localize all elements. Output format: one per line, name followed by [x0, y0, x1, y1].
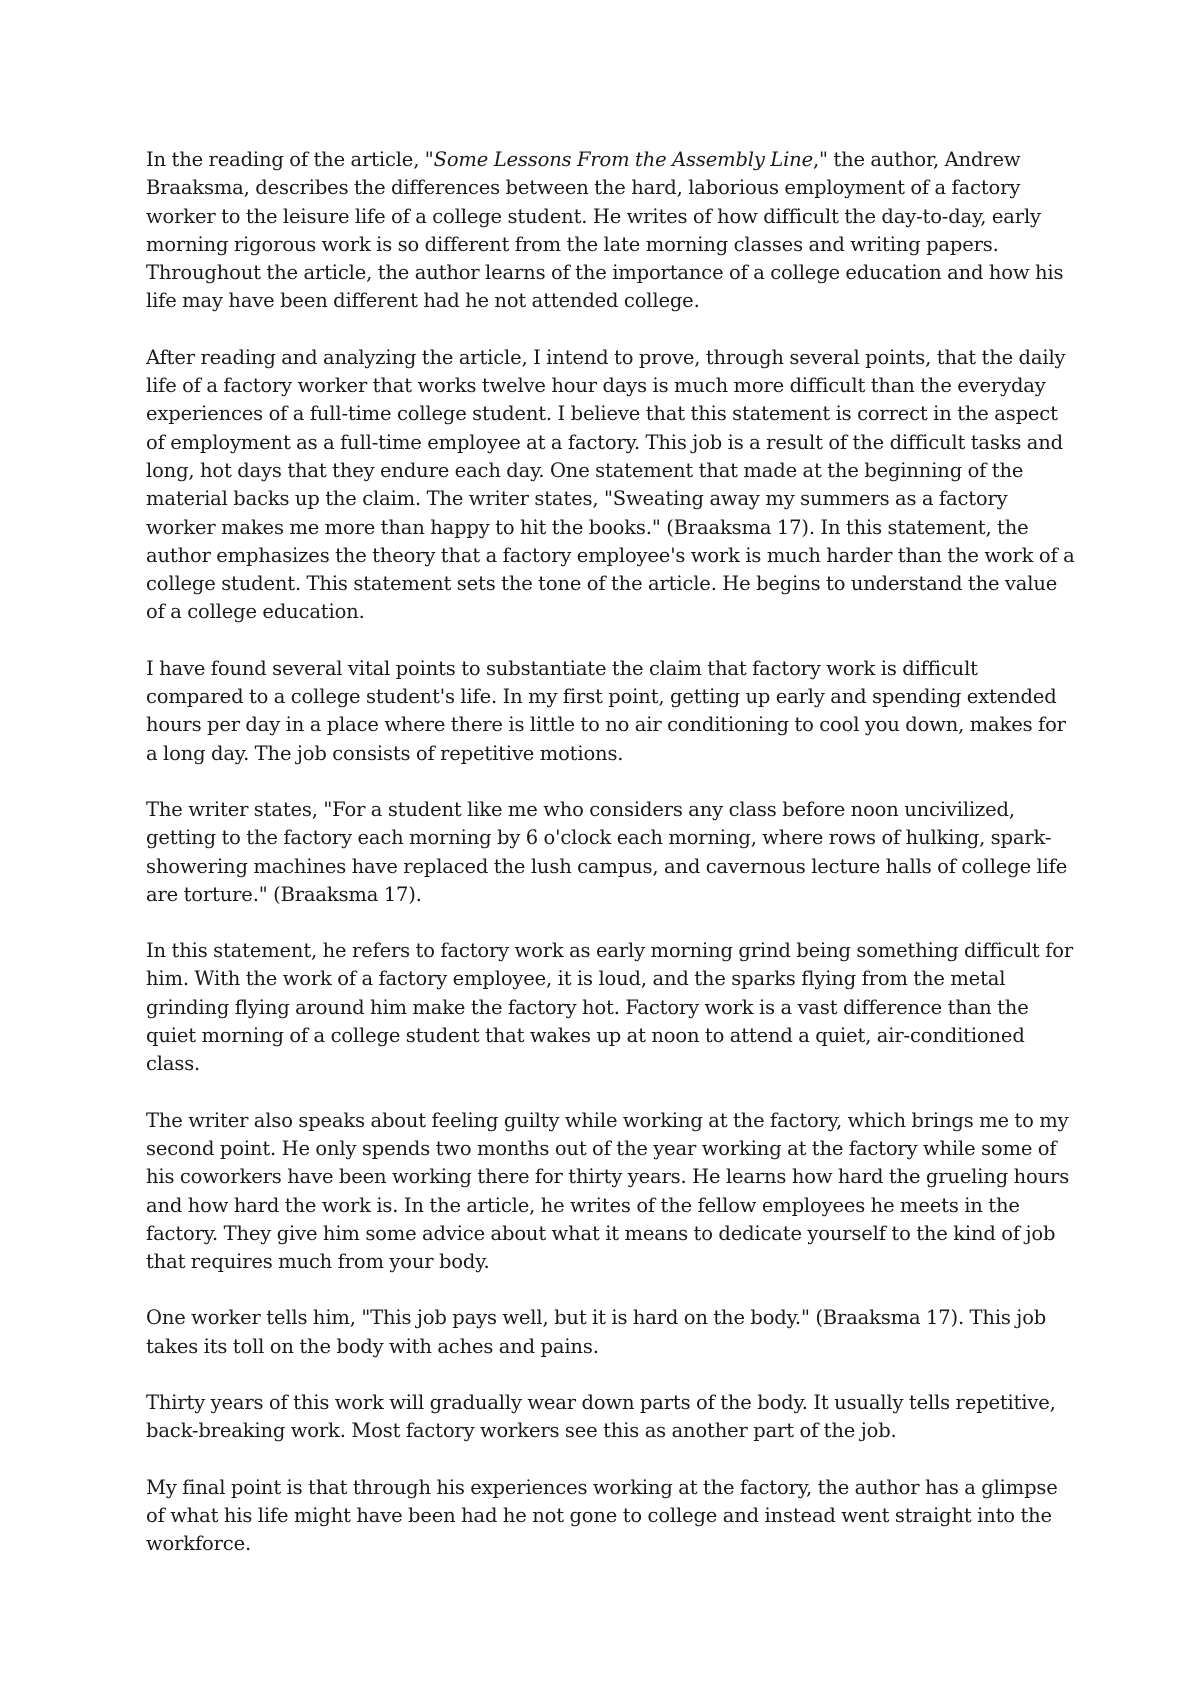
paragraph-5: In this statement, he refers to factory work as early morning grind being something difficult for him. With the work of a factory employee, it is loud, and the sparks flying from the metal grinding flying around him make the factory hot. Factory work is a vast difference than the quiet morning of a college student that wakes up at noon to attend a quiet, air-conditioned class.	[146, 939, 1073, 1076]
paragraph-9: My final point is that through his experiences working at the factory, the author has a glimpse of what his life might have been had he not gone to college and instead went straight into the workforce.	[146, 1475, 1058, 1556]
document-page	[146, 146, 1076, 1586]
paragraph-7: One worker tells him, "This job pays well, but it is hard on the body." (Braaksma 17). This job takes its toll on the body with aches and pains.	[146, 1306, 1047, 1358]
paragraph-4: The writer states, "For a student like me who considers any class before noon uncivilized, getting to the factory each morning by 6 o'clock each morning, where rows of hulking, spark-showering machines have replaced the lush campus, and cavernous lecture halls of college life are torture." (Braaksma 17).	[146, 797, 1068, 906]
paragraph-3: I have found several vital points to substantiate the claim that factory work is difficult compared to a college student's life. In my first point, getting up early and spending extended hours per day in a place where there is little to no air conditioning to cool you down, makes for a long day. The job consists of repetitive motions.	[146, 656, 1066, 765]
paragraph-2: After reading and analyzing the article, I intend to prove, through several points, that the daily life of a factory worker that works twelve hour days is much more difficult than the everyday experiences of a full-time college student. I believe that this statement is correct in the aspect of employment as a full-time employee at a factory. This job is a result of the difficult tasks and long, hot days that they endure each day. One statement that made at the beginning of the material backs up the claim. The writer states, "Sweating away my summers as a factory worker makes me more than happy to hit the books." (Braaksma 17). In this statement, the author emphasizes the theory that a factory employee's work is much harder than the work of a college student. This statement sets the tone of the article. He begins to understand the value of a college education.	[146, 345, 1075, 624]
paragraph-6: The writer also speaks about feeling guilty while working at the factory, which brings me to my second point. He only spends two months out of the year working at the factory while some of his coworkers have been working there for thirty years. He learns how hard the grueling hours and how hard the work is. In the article, he writes of the fellow employees he meets in the factory. They give him some advice about what it means to dedicate yourself to the kind of job that requires much from your body.	[146, 1108, 1070, 1274]
paragraph-8: Thirty years of this work will gradually wear down parts of the body. It usually tells repetitive, back-breaking work. Most factory workers see this as another part of the job.	[146, 1390, 1056, 1443]
paragraph-1-intro: In the reading of the article, "	[146, 148, 434, 171]
paragraph-1-body: ," the author, Andrew Braaksma, describes the differences between the hard, laborious employment of a factory worker to the leisure life of a college student. He writes of how difficult the day-to-day, early morning rigorous work is so different from the late morning classes and writing papers. Throughout the article, the author learns of the importance of a college education and how his life may have been different had he not attended college.	[146, 148, 1064, 313]
paragraph-1	[146, 146, 1076, 316]
article-title: Some Lessons From the Assembly Line	[433, 148, 813, 171]
